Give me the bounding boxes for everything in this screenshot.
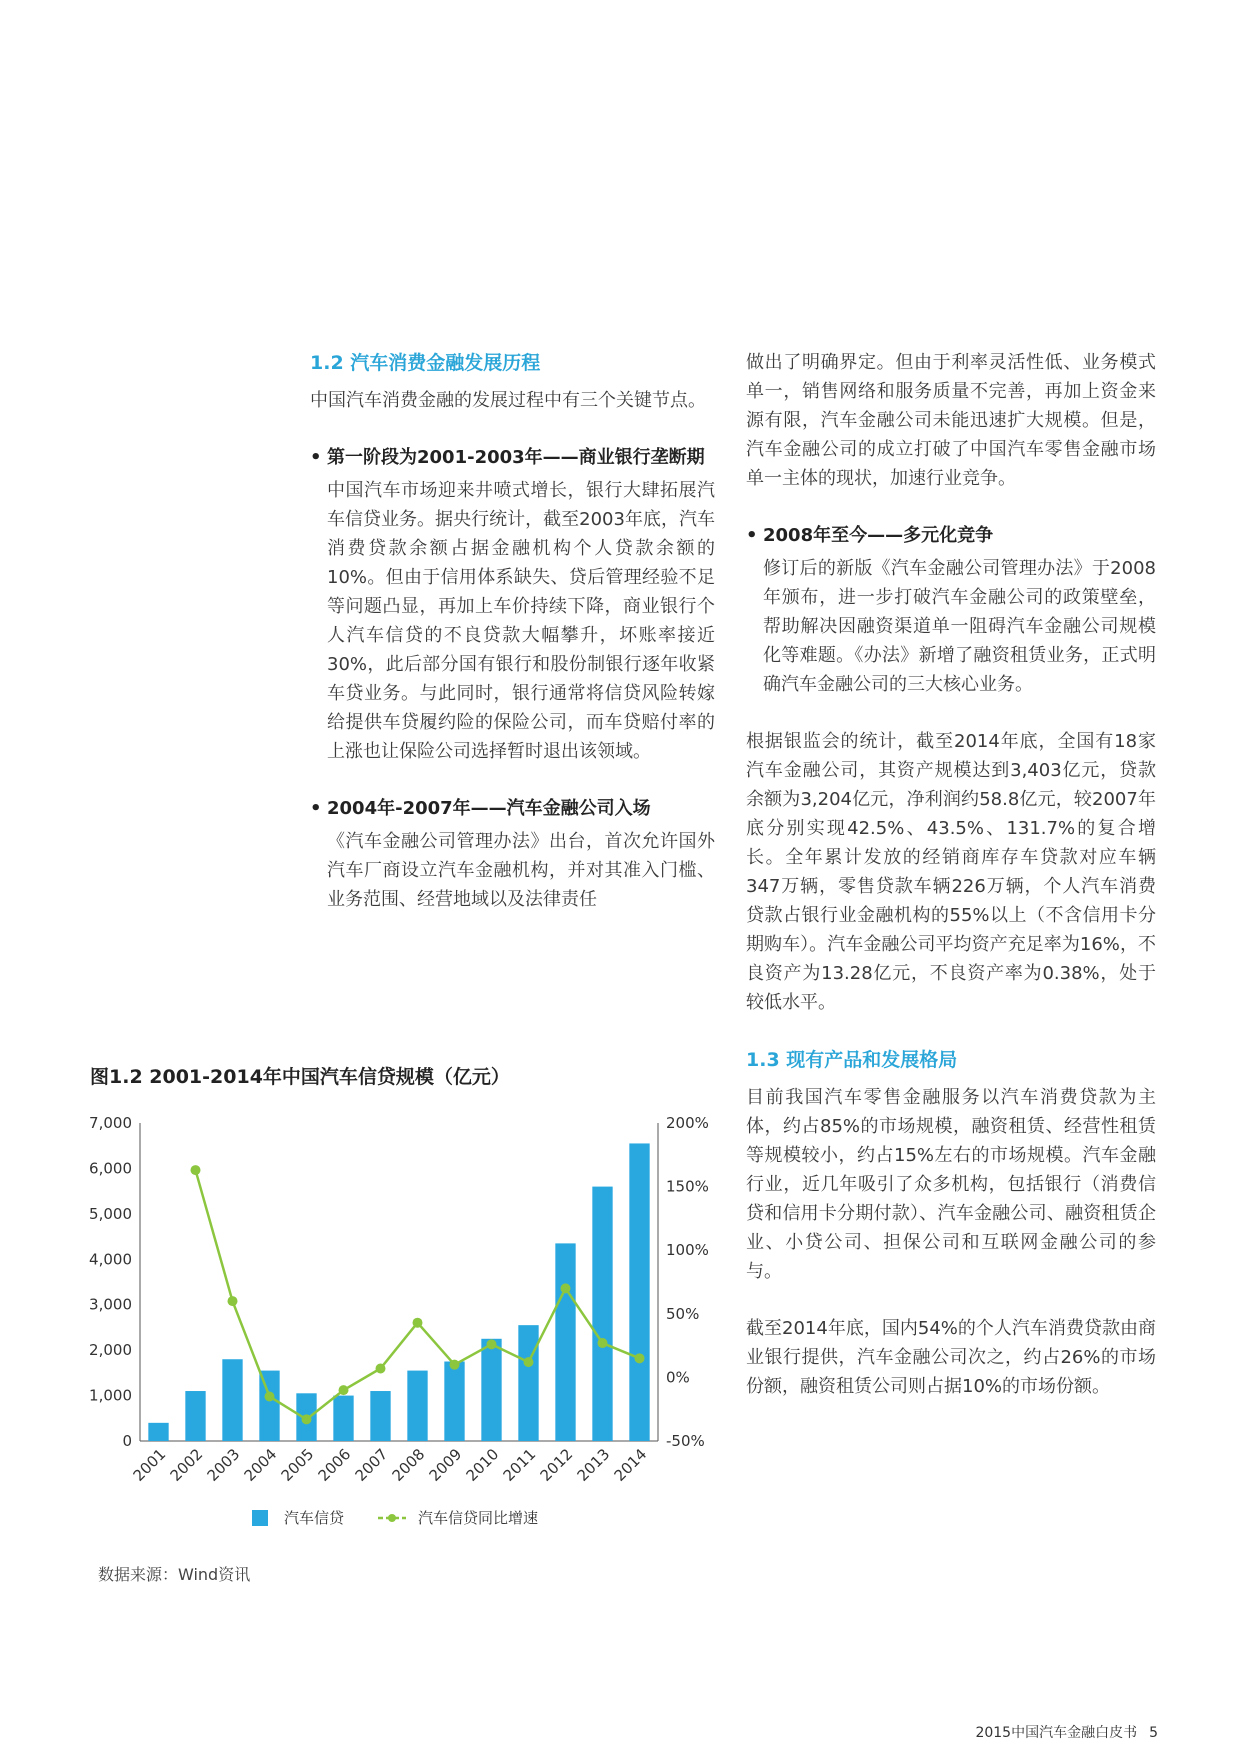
bullet-stage-2 [310, 794, 715, 823]
credit-scale-chart [80, 1105, 720, 1545]
right-column [746, 348, 1156, 1429]
intro-paragraph: 中国汽车消费金融的发展过程中有三个关键节点。 [310, 390, 706, 411]
growth-point-2012 [561, 1283, 571, 1293]
market-paragraph-2: 截至2014年底，国内54%的个人汽车消费贷款由商业银行提供，汽车金融公司次之，约占26%的市场份额，融资租赁公司则占据10%的市场份额。 [746, 1318, 1156, 1397]
growth-point-2002 [191, 1165, 201, 1175]
bar-2003 [222, 1359, 242, 1441]
bullet-stage-2-body: 《汽车金融公司管理办法》出台，首次允许国外汽车厂商设立汽车金融机构，并对其准入门槛、业务范围、经营地域以及法律责任 [327, 831, 715, 910]
x-tick-label: 2008 [388, 1445, 429, 1485]
left-tick-label: 3,000 [89, 1295, 132, 1314]
legend-bar-label: 汽车信贷 [284, 1509, 345, 1527]
section-heading-1-3: 1.3 现有产品和发展格局 [746, 1049, 958, 1071]
bar-2011 [518, 1325, 538, 1441]
x-tick-label: 2003 [203, 1445, 244, 1485]
growth-point-2011 [524, 1357, 534, 1367]
right-tick-label: 50% [666, 1304, 700, 1323]
bar-2007 [370, 1391, 390, 1441]
left-tick-label: 7,000 [89, 1114, 132, 1132]
bar-2001 [148, 1423, 168, 1441]
data-source: 数据来源：Wind资讯 [98, 1565, 251, 1584]
bar-2002 [185, 1391, 205, 1441]
x-tick-label: 2002 [166, 1445, 207, 1485]
continuation-paragraph: 做出了明确界定。但由于利率灵活性低、业务模式单一，销售网络和服务质量不完善，再加上资金来源有限，汽车金融公司未能迅速扩大规模。但是，汽车金融公司的成立打破了中国汽车零售金融市场单一主体的现状，加速行业竞争。 [746, 352, 1156, 489]
right-tick-label: 100% [666, 1241, 709, 1260]
legend-bar-swatch [252, 1510, 268, 1526]
left-tick-label: 0 [122, 1432, 132, 1450]
bar-2008 [407, 1371, 427, 1441]
figure-title: 图1.2 2001-2014年中国汽车信贷规模（亿元） [90, 1066, 510, 1088]
bullet-stage-3 [746, 521, 1156, 550]
x-tick-label: 2004 [240, 1445, 281, 1485]
section-heading-1-2: 1.2 汽车消费金融发展历程 [310, 352, 541, 374]
growth-point-2006 [339, 1385, 349, 1395]
legend-line-marker [388, 1514, 396, 1522]
x-tick-label: 2013 [573, 1445, 614, 1485]
right-tick-label: -50% [666, 1432, 705, 1450]
bar-2010 [481, 1339, 501, 1441]
bar-2012 [555, 1243, 575, 1441]
bullet-stage-1-title: 第一阶段为2001-2003年——商业银行垄断期 [327, 447, 705, 468]
growth-point-2009 [450, 1360, 460, 1370]
bar-2006 [333, 1396, 353, 1441]
x-tick-label: 2012 [536, 1445, 577, 1485]
statistics-paragraph: 根据银监会的统计，截至2014年底，全国有18家汽车金融公司，其资产规模达到3,403亿元，贷款余额为3,204亿元，净利润约58.8亿元，较2007年底分别实现42.5%、43.5%、131.7%的复合增长。全年累计发放的经销商库存车贷款对应车辆347万辆，零售贷款车辆226万辆，个人汽车消费贷款占银行业金融机构的55%以上（不含信用卡分期购车）。汽车金融公司平均资产充足率为16%，不良资产为13.28亿元，不良资产率为0.38%，处于较低水平。 [746, 731, 1156, 1013]
left-tick-label: 6,000 [89, 1159, 132, 1178]
growth-point-2003 [228, 1296, 238, 1306]
x-tick-label: 2007 [351, 1445, 392, 1485]
bullet-dot-icon: • [746, 525, 758, 546]
page-number: 5 [1149, 1725, 1158, 1741]
right-tick-label: 200% [666, 1114, 709, 1132]
left-column [310, 348, 715, 942]
growth-point-2007 [376, 1363, 386, 1373]
right-tick-label: 0% [666, 1368, 690, 1387]
left-tick-label: 5,000 [89, 1204, 132, 1223]
market-paragraph-1: 目前我国汽车零售金融服务以汽车消费贷款为主体，约占85%的市场规模，融资租赁、经营性租赁等规模较小，约占15%左右的市场规模。汽车金融行业，近几年吸引了众多机构，包括银行（消费信贷和信用卡分期付款）、汽车金融公司、融资租赁企业、小贷公司、担保公司和互联网金融公司的参与。 [746, 1087, 1156, 1282]
bar-2013 [592, 1187, 612, 1441]
growth-point-2004 [265, 1391, 275, 1401]
bullet-dot-icon: • [310, 798, 322, 819]
growth-point-2010 [487, 1339, 497, 1349]
bullet-dot-icon: • [310, 447, 322, 468]
bullet-stage-3-title: 2008年至今——多元化竞争 [763, 525, 994, 546]
x-tick-label: 2011 [499, 1445, 540, 1485]
footer-title: 2015中国汽车金融白皮书 [975, 1725, 1138, 1741]
x-tick-label: 2010 [462, 1445, 503, 1485]
growth-point-2008 [413, 1318, 423, 1328]
bullet-stage-2-title: 2004年-2007年——汽车金融公司入场 [327, 798, 651, 819]
bar-2014 [629, 1143, 649, 1441]
growth-point-2005 [302, 1414, 312, 1424]
x-tick-label: 2005 [277, 1445, 318, 1485]
x-tick-label: 2006 [314, 1445, 355, 1485]
growth-point-2014 [635, 1353, 645, 1363]
x-tick-label: 2009 [425, 1445, 466, 1485]
left-tick-label: 2,000 [89, 1341, 132, 1360]
right-tick-label: 150% [666, 1177, 709, 1196]
legend-line-label: 汽车信贷同比增速 [418, 1509, 539, 1527]
bullet-stage-1 [310, 443, 715, 472]
growth-point-2013 [598, 1338, 608, 1348]
bar-2009 [444, 1362, 464, 1442]
bullet-stage-1-body: 中国汽车市场迎来井喷式增长，银行大肆拓展汽车信贷业务。据央行统计，截至2003年底，汽车消费贷款余额占据金融机构个人贷款余额的10%。但由于信用体系缺失、贷后管理经验不足等问题凸显，再加上车价持续下降，商业银行个人汽车信贷的不良贷款大幅攀升，坏账率接近30%，此后部分国有银行和股份制银行逐年收紧车贷业务。与此同时，银行通常将信贷风险转嫁给提供车贷履约险的保险公司，而车贷赔付率的上涨也让保险公司选择暂时退出该领域。 [327, 480, 715, 762]
page-footer [975, 1722, 1158, 1742]
left-tick-label: 4,000 [89, 1250, 132, 1269]
bullet-stage-3-body: 修订后的新版《汽车金融公司管理办法》于2008年颁布，进一步打破汽车金融公司的政策壁垒，帮助解决因融资渠道单一阻碍汽车金融公司规模化等难题。《办法》新增了融资租赁业务，正式明确汽车金融公司的三大核心业务。 [763, 558, 1156, 695]
left-tick-label: 1,000 [89, 1386, 132, 1405]
x-tick-label: 2001 [129, 1445, 170, 1485]
x-tick-label: 2014 [610, 1445, 651, 1485]
